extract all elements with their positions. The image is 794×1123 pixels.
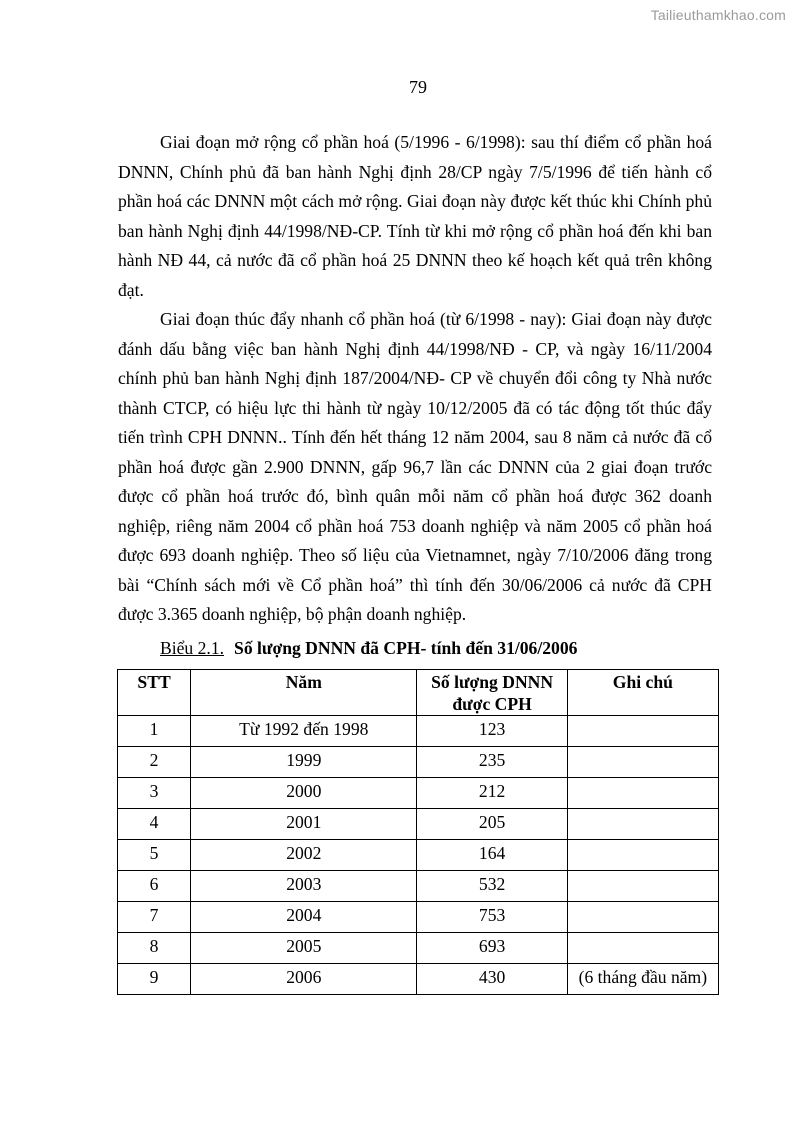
header-ghi-chu: Ghi chú	[567, 670, 718, 716]
watermark: Tailieuthamkhao.com	[650, 7, 786, 23]
table-header-row	[118, 670, 719, 716]
cell-ghi-chu	[567, 902, 718, 933]
page-number: 79	[409, 77, 427, 97]
cell-ghi-chu	[567, 809, 718, 840]
cell-ghi-chu	[567, 747, 718, 778]
cell-ghi-chu	[567, 840, 718, 871]
cell-so-luong: 235	[417, 747, 567, 778]
cell-nam: 2006	[191, 964, 417, 995]
cell-ghi-chu	[567, 778, 718, 809]
cell-stt: 6	[118, 871, 191, 902]
header-nam: Năm	[191, 670, 417, 716]
cell-stt: 9	[118, 964, 191, 995]
cell-stt: 7	[118, 902, 191, 933]
cell-nam: 2002	[191, 840, 417, 871]
table-row	[118, 871, 719, 902]
header-so-luong: Số lượng DNNN được CPH	[417, 670, 567, 716]
cell-stt: 1	[118, 716, 191, 747]
cell-nam: 2000	[191, 778, 417, 809]
cell-stt: 2	[118, 747, 191, 778]
table-caption-title: Số lượng DNNN đã CPH- tính đến 31/06/2006	[234, 638, 578, 658]
cell-ghi-chu: (6 tháng đầu năm)	[567, 964, 718, 995]
table-row	[118, 964, 719, 995]
cell-nam: 2005	[191, 933, 417, 964]
cell-ghi-chu	[567, 933, 718, 964]
cell-so-luong: 532	[417, 871, 567, 902]
cell-ghi-chu	[567, 716, 718, 747]
body-text	[118, 128, 712, 630]
cell-nam: Từ 1992 đến 1998	[191, 716, 417, 747]
cell-stt: 4	[118, 809, 191, 840]
cell-ghi-chu	[567, 871, 718, 902]
table-row	[118, 902, 719, 933]
paragraph: Giai đoạn thúc đẩy nhanh cổ phần hoá (từ 6/1998 - nay): Giai đoạn này được đánh dấu bằng việc ban hành Nghị định 44/1998/NĐ - CP, và ngày 16/11/2004 chính phủ ban hành Nghị định 187/2004/NĐ- CP về chuyển đổi công ty Nhà nước thành CTCP, có hiệu lực thi hành từ ngày 10/12/2005 đã có tác động tốt thúc đẩy tiến trình CPH DNNN.. Tính đến hết tháng 12 năm 2004, sau 8 năm cả nước đã cổ phần hoá được gần 2.900 DNNN, gấp 96,7 lần các DNNN của 2 giai đoạn trước được cổ phần hoá trước đó, bình quân mỗi năm cổ phần hoá được 362 doanh nghiệp, riêng năm 2004 cổ phần hoá 753 doanh nghiệp và năm 2005 cổ phần hoá được 693 doanh nghiệp. Theo số liệu của Vietnamnet, ngày 7/10/2006 đăng trong bài “Chính sách mới về Cổ phần hoá” thì tính đến 30/06/2006 cả nước đã CPH được 3.365 doanh nghiệp, bộ phận doanh nghiệp.	[118, 309, 712, 624]
cell-so-luong: 164	[417, 840, 567, 871]
cell-so-luong: 430	[417, 964, 567, 995]
cell-stt: 3	[118, 778, 191, 809]
table-caption-label: Biểu 2.1.	[160, 638, 225, 658]
cell-stt: 8	[118, 933, 191, 964]
cell-so-luong: 205	[417, 809, 567, 840]
data-table	[117, 669, 719, 995]
table-row	[118, 933, 719, 964]
cell-nam: 2003	[191, 871, 417, 902]
cell-nam: 2001	[191, 809, 417, 840]
cell-so-luong: 693	[417, 933, 567, 964]
cell-so-luong: 212	[417, 778, 567, 809]
header-stt: STT	[118, 670, 191, 716]
cell-stt: 5	[118, 840, 191, 871]
table-row	[118, 778, 719, 809]
cell-so-luong: 753	[417, 902, 567, 933]
cell-so-luong: 123	[417, 716, 567, 747]
cell-nam: 1999	[191, 747, 417, 778]
table-row	[118, 716, 719, 747]
table-caption	[160, 638, 577, 659]
table-row	[118, 840, 719, 871]
table-row	[118, 809, 719, 840]
table-row	[118, 747, 719, 778]
cell-nam: 2004	[191, 902, 417, 933]
paragraph: Giai đoạn mở rộng cổ phần hoá (5/1996 - 6/1998): sau thí điểm cổ phần hoá DNNN, Chính phủ đã ban hành Nghị định 28/CP ngày 7/5/1996 để tiến hành cổ phần hoá các DNNN một cách mở rộng. Giai đoạn này được kết thúc khi Chính phủ ban hành Nghị định 44/1998/NĐ-CP. Tính từ khi mở rộng cổ phần hoá đến khi ban hành NĐ 44, cả nước đã cổ phần hoá 25 DNNN theo kế hoạch kết quả trên không đạt.	[118, 132, 712, 300]
